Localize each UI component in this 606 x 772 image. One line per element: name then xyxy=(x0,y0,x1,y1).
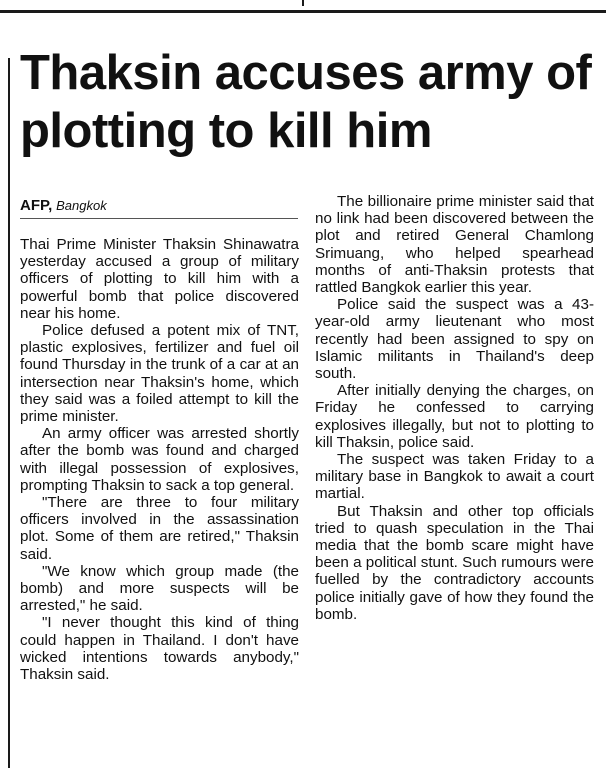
article-paragraph: "We know which group made (the bomb) and more suspects will be arrested," he said. xyxy=(20,562,299,615)
article-paragraph: Thai Prime Minister Thaksin Shinawatra yesterday accused a group of military officers of plotting to kill him with a powerful bomb that police discovered near his home. xyxy=(20,236,299,322)
article-paragraph: Police defused a potent mix of TNT, plastic explosives, fertilizer and fuel oil found Thursday in the trunk of a car at an intersection near Thaksin's home, which they said was a foiled attempt to kill the prime minister. xyxy=(20,322,299,426)
article-paragraph: "There are three to four military officers involved in the assassination plot. Some of them are retired," Thaksin said. xyxy=(20,494,299,563)
article-paragraph: The suspect was taken Friday to a military base in Bangkok to await a court martial. xyxy=(315,451,594,503)
article-paragraph: An army officer was arrested shortly after the bomb was found and charged with illegal possession of explosives, prompting Thaksin to sack a top general. xyxy=(20,425,299,494)
article-paragraph: But Thaksin and other top officials tried to quash speculation in the Thai media that the bomb scare might have been a political stunt. Such rumours were fuelled by the contradictory accounts police initially gave of how they found the bomb. xyxy=(315,502,594,623)
article-paragraph: After initially denying the charges, on Friday he confessed to carrying explosives illegally, but not to plotting to kill Thaksin, police said. xyxy=(315,382,594,451)
top-center-tick xyxy=(302,0,304,6)
byline-agency: AFP, xyxy=(20,197,53,214)
article-paragraph: "I never thought this kind of thing could happen in Thailand. I don't have wicked intentions towards anybody," Thaksin said. xyxy=(20,614,299,684)
article-paragraph: Police said the suspect was a 43-year-old army lieutenant who most recently had been assigned to spy on Islamic militants in Thailand's deep south. xyxy=(315,296,594,383)
byline-city: Bangkok xyxy=(56,198,107,213)
byline-rule xyxy=(20,218,298,219)
left-side-rule xyxy=(8,58,10,768)
headline: Thaksin accuses army of plotting to kill him xyxy=(20,46,592,158)
byline xyxy=(20,195,300,219)
article-column-right xyxy=(315,193,594,623)
article-column-left xyxy=(20,236,299,683)
top-rule xyxy=(0,10,606,13)
article-paragraph: The billionaire prime minister said that no link had been discovered between the plot and retired General Chamlong Srimuang, who helped spearhead months of anti-Thaksin protests that rattled Bangkok earlier this year. xyxy=(315,193,594,297)
